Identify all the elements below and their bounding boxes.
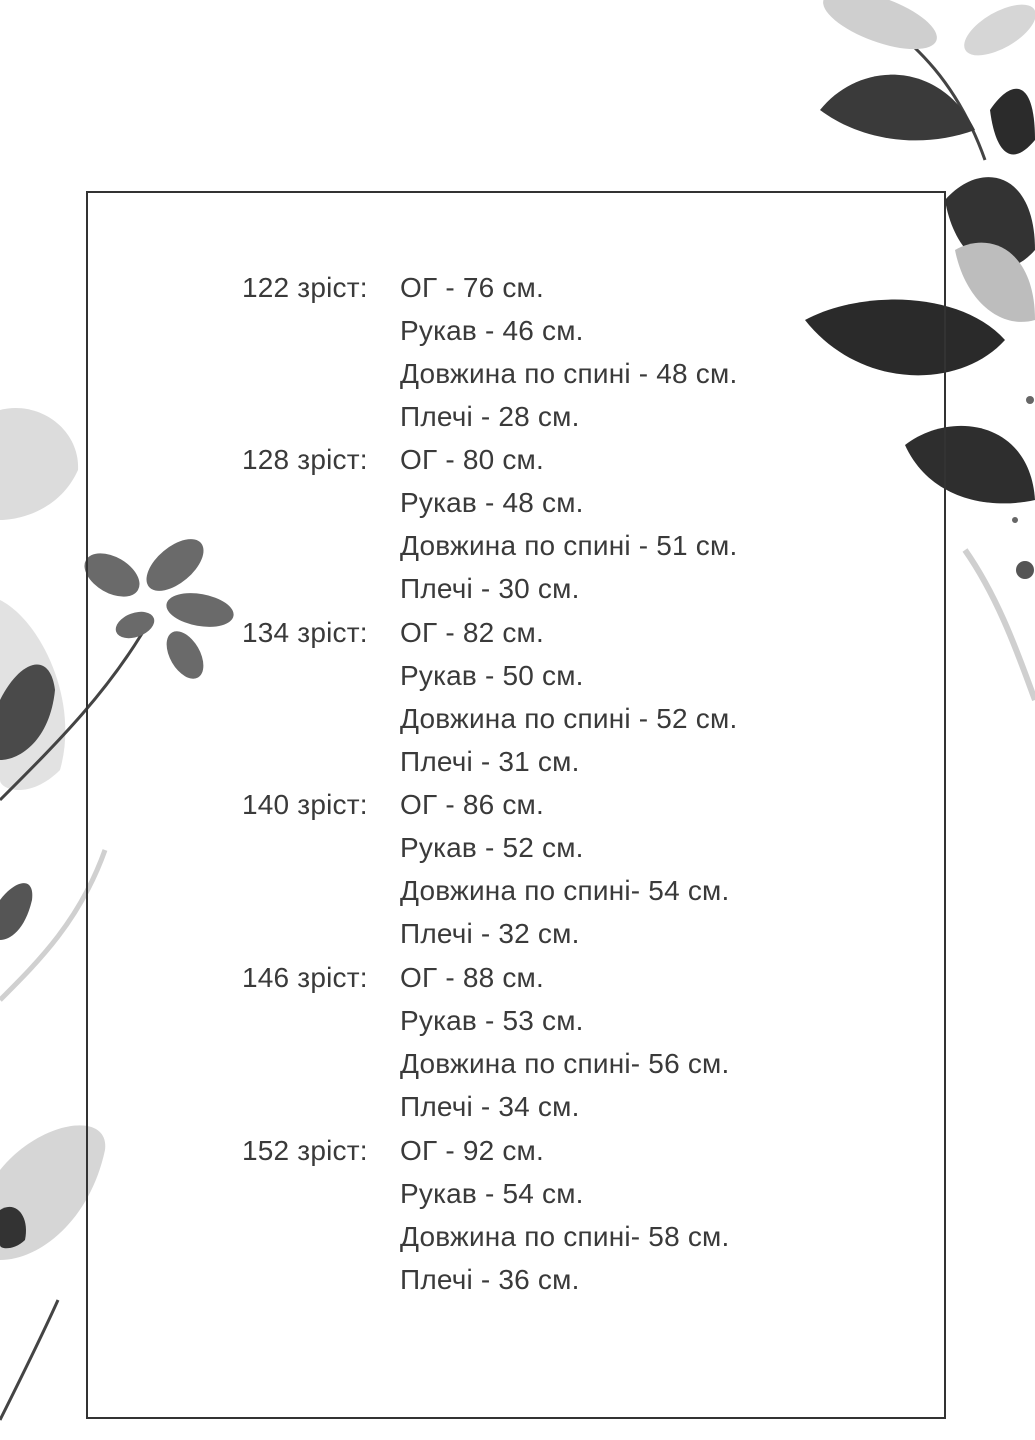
sleeve-measurement: Рукав - 53 см. — [400, 1005, 584, 1036]
height-label: 152 зріст: — [242, 1135, 368, 1166]
paint-dot-1 — [1016, 561, 1034, 579]
leaf-dark-1 — [820, 75, 975, 141]
chest-measurement: ОГ - 86 см. — [400, 789, 544, 820]
chest-measurement: ОГ - 80 см. — [400, 444, 544, 475]
back-length-measurement: Довжина по спині- 58 см. — [400, 1221, 730, 1252]
chest-measurement: ОГ - 82 см. — [400, 617, 544, 648]
left-petal-light-1 — [0, 408, 78, 520]
shoulders-measurement: Плечі - 30 см. — [400, 573, 580, 604]
sleeve-measurement: Рукав - 50 см. — [400, 660, 584, 691]
back-length-measurement: Довжина по спині- 56 см. — [400, 1048, 730, 1079]
shoulders-measurement: Плечі - 28 см. — [400, 401, 580, 432]
paint-dot-3 — [1012, 517, 1018, 523]
paint-dot-2 — [1026, 396, 1034, 404]
chest-measurement: ОГ - 92 см. — [400, 1135, 544, 1166]
sleeve-measurement: Рукав - 54 см. — [400, 1178, 584, 1209]
sleeve-measurement: Рукав - 46 см. — [400, 315, 584, 346]
shoulders-measurement: Плечі - 31 см. — [400, 746, 580, 777]
height-label: 140 зріст: — [242, 789, 368, 820]
leaf-light-top2 — [956, 0, 1035, 66]
sleeve-measurement: Рукав - 48 см. — [400, 487, 584, 518]
left-stem-bottom — [0, 1300, 58, 1420]
back-length-measurement: Довжина по спині- 54 см. — [400, 875, 730, 906]
height-label: 122 зріст: — [242, 272, 368, 303]
height-label: 128 зріст: — [242, 444, 368, 475]
shoulders-measurement: Плечі - 34 см. — [400, 1091, 580, 1122]
shoulders-measurement: Плечі - 32 см. — [400, 918, 580, 949]
leaf-dark-2 — [990, 89, 1035, 155]
height-label: 146 зріст: — [242, 962, 368, 993]
height-label: 134 зріст: — [242, 617, 368, 648]
sleeve-measurement: Рукав - 52 см. — [400, 832, 584, 863]
back-length-measurement: Довжина по спині - 48 см. — [400, 358, 738, 389]
left-leaf-dark-2 — [0, 883, 32, 940]
leaf-light-top — [816, 0, 944, 61]
chest-measurement: ОГ - 88 см. — [400, 962, 544, 993]
shoulders-measurement: Плечі - 36 см. — [400, 1264, 580, 1295]
chest-measurement: ОГ - 76 см. — [400, 272, 544, 303]
back-length-measurement: Довжина по спині - 51 см. — [400, 530, 738, 561]
back-length-measurement: Довжина по спині - 52 см. — [400, 703, 738, 734]
